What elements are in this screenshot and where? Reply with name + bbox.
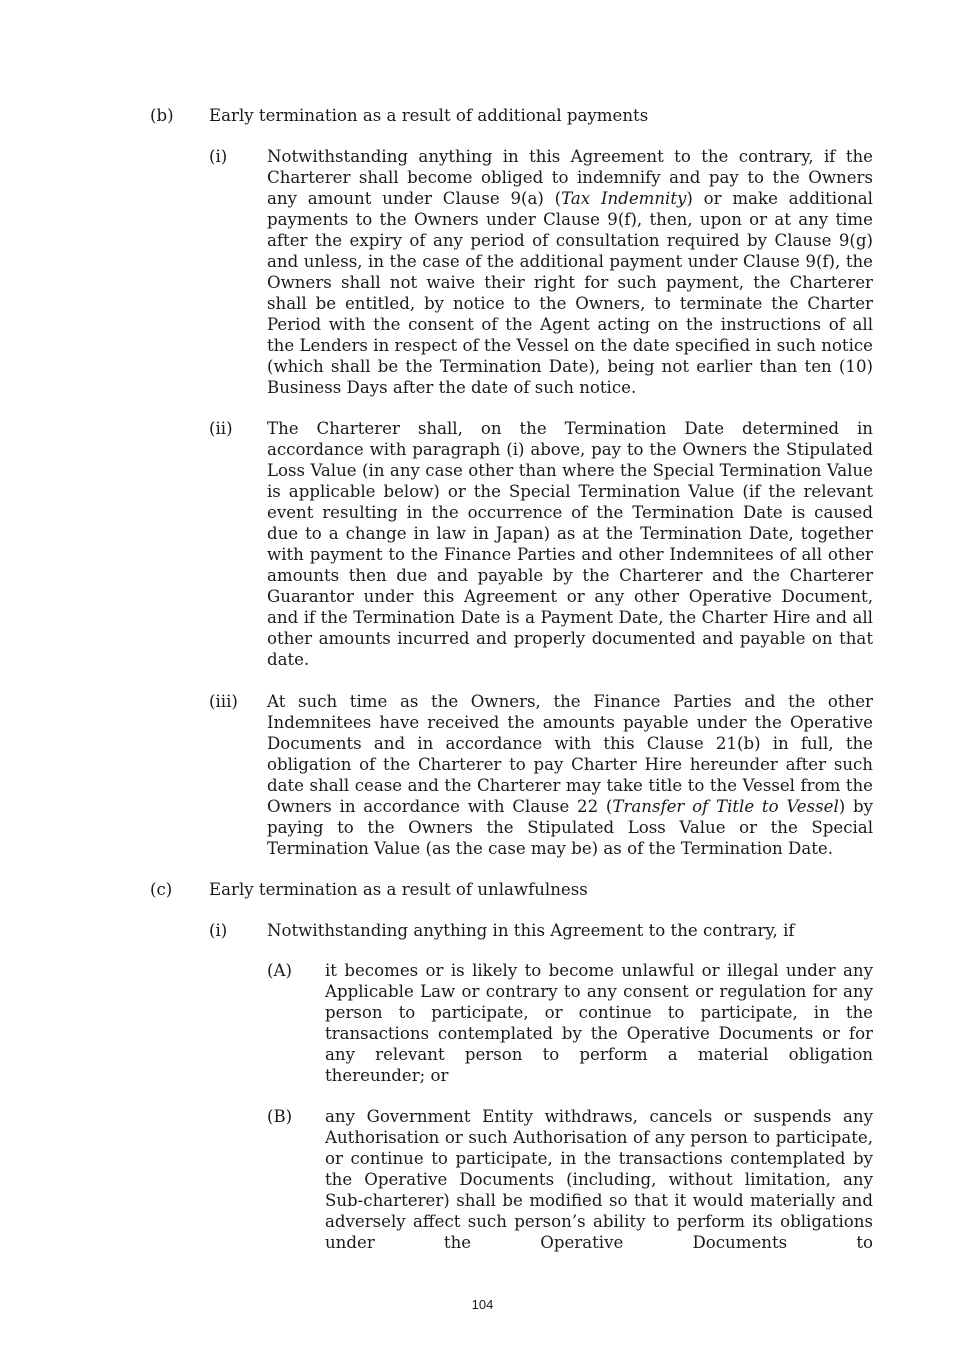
section-c-heading: Early termination as a result of unlawfulness	[209, 880, 588, 899]
item-b-ii-label: (ii)	[209, 419, 233, 438]
item-b-i-label: (i)	[209, 147, 228, 166]
sub-item-a-label: (A)	[267, 961, 292, 980]
item-c-i-text: Notwithstanding anything in this Agreement to the contrary, if	[267, 921, 795, 940]
sub-item-a-text: it becomes or is likely to become unlawful or illegal under any Applicable Law or contrary to any consent or regulation for any person to participate, or continue to participate, in the transactions contemplated by the Operative Documents or for any relevant person to perform a material obligation thereunder; or	[325, 961, 873, 1085]
item-b-iii-label: (iii)	[209, 692, 238, 711]
section-b-heading: Early termination as a result of additional payments	[209, 106, 649, 125]
sub-item-b-text: any Government Entity withdraws, cancels or suspends any Authorisation or such Authorisation of any person to participate, or continue to participate, in the transactions contemplated by the Operative Documents (including, without limitation, any Sub-charterer) shall be modified so that it would materially and adversely affect such person’s ability to perform its obligations under the Operative Documents to	[325, 1107, 873, 1252]
tax-indemnity-term: Tax Indemnity	[561, 189, 687, 208]
page-number: 104	[471, 1297, 494, 1312]
section-c-label: (c)	[150, 880, 173, 899]
item-b-ii-text: The Charterer shall, on the Termination Date determined in accordance with paragraph (i) above, pay to the Owners the Stipulated Loss Value (in any case other than where the Special Termination Value is applicable below) or the Special Termination Value (if the relevant event resulting in the occurrence of the Termination Date is caused due to a change in law in Japan) as at the Termination Date, together with payment to the Finance Parties and other Indemnitees of all other amounts then due and payable by the Charterer and the Charterer Guarantor under this Agreement or any other Operative Document, and if the Termination Date is a Payment Date, the Charter Hire and all other amounts incurred and properly documented and payable on that date.	[267, 419, 873, 669]
item-b-iii-text: At such time as the Owners, the Finance Parties and the other Indemnitees have received the amounts payable under the Operative Documents and in accordance with this Clause 21(b) in full, the obligation of the Charterer to pay Charter Hire hereunder after such date shall cease and the Charterer may take title to the Vessel from the Owners in accordance with Clause 22 (Transfer of Title to Vessel) by paying to the Owners the Stipulated Loss Value or the Special Termination Value (as the case may be) as of the Termination Date.	[267, 692, 874, 858]
transfer-of-title-term: Transfer of Title to Vessel	[612, 797, 839, 816]
item-c-i-label: (i)	[209, 921, 228, 940]
section-b-label: (b)	[150, 106, 174, 125]
sub-item-b-label: (B)	[267, 1107, 293, 1126]
item-b-i-text: Notwithstanding anything in this Agreement to the contrary, if the Charterer shall become obliged to indemnify and pay to the Owners any amount under Clause 9(a) (Tax Indemnity) or make additional payments to the Owners under Clause 9(f), then, upon or at any time after the expiry of any period of consultation required by Clause 9(g) and unless, in the case of the additional payment under Clause 9(f), the Owners shall not waive their right for such payment, the Charterer shall be entitled, by notice to the Owners, to terminate the Charter Period with the consent of the Agent acting on the instructions of all the Lenders in respect of the Vessel on the date specified in such notice (which shall be the Termination Date), being not earlier than ten (10) Business Days after the date of such notice.	[267, 147, 873, 397]
